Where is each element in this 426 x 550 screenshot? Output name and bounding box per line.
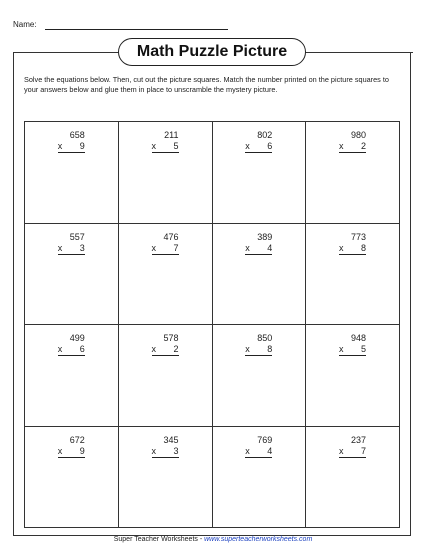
puzzle-cell xyxy=(25,427,119,529)
problem-bottom-number: 7 xyxy=(360,445,366,456)
puzzle-cell xyxy=(213,325,307,427)
footer xyxy=(0,536,426,543)
problem-top-number: 773 xyxy=(350,231,366,242)
multiplication-problem xyxy=(339,130,366,153)
problem-bottom-number: 3 xyxy=(173,445,179,456)
instructions-text: Solve the equations below. Then, cut out the picture squares. Match the number printed on the picture squares to your answers below and glue them in place to unscramble the mystery picture. xyxy=(24,75,389,94)
multiplication-problem xyxy=(152,130,179,153)
problem-top-number: 850 xyxy=(257,333,273,343)
problem-top-number: 476 xyxy=(163,231,179,242)
multiply-sign: x xyxy=(245,242,250,253)
problem-top-number: 578 xyxy=(163,333,179,343)
problem-top-number: 658 xyxy=(69,130,85,140)
problem-multiplier-row xyxy=(152,141,179,153)
name-blank-line[interactable] xyxy=(45,29,228,30)
problem-top-number: 948 xyxy=(350,333,366,343)
page-title: Math Puzzle Picture xyxy=(118,38,306,66)
problem-top-number: 389 xyxy=(257,231,273,242)
problem-top-number: 345 xyxy=(163,434,179,445)
problem-multiplier-row xyxy=(58,141,85,153)
problem-multiplier-row xyxy=(245,141,272,153)
puzzle-cell xyxy=(213,427,307,529)
problem-top-number: 211 xyxy=(164,130,179,140)
problem-bottom-number: 2 xyxy=(360,141,366,151)
multiply-sign: x xyxy=(339,242,344,253)
multiplication-problem xyxy=(58,435,85,458)
problem-top-number: 769 xyxy=(257,434,273,445)
multiply-sign: x xyxy=(339,141,344,151)
problem-multiplier-row xyxy=(339,243,366,255)
multiply-sign: x xyxy=(339,445,344,456)
multiply-sign: x xyxy=(151,445,156,456)
multiplication-problem xyxy=(245,333,272,356)
multiplication-problem xyxy=(58,333,85,356)
puzzle-cell xyxy=(306,427,400,529)
puzzle-cell xyxy=(119,325,213,427)
multiplication-problem xyxy=(245,435,272,458)
multiplication-problem xyxy=(339,333,366,356)
puzzle-cell xyxy=(25,224,119,326)
puzzle-cell xyxy=(213,224,307,326)
puzzle-cell xyxy=(306,122,400,224)
problem-bottom-number: 7 xyxy=(173,242,179,253)
problem-top-number: 499 xyxy=(69,333,85,343)
problem-multiplier-row xyxy=(152,243,179,255)
problem-multiplier-row xyxy=(58,446,85,458)
multiply-sign: x xyxy=(245,445,250,456)
problem-bottom-number: 6 xyxy=(267,141,273,151)
multiplication-problem xyxy=(58,232,85,255)
multiplication-problem xyxy=(339,232,366,255)
multiply-sign: x xyxy=(57,141,63,151)
multiply-sign: x xyxy=(151,344,156,354)
multiplication-problem xyxy=(152,232,179,255)
multiply-sign: x xyxy=(57,242,63,253)
problem-bottom-number: 9 xyxy=(79,445,85,456)
name-label: Name: xyxy=(13,20,37,29)
multiplication-problem xyxy=(339,435,366,458)
multiplication-problem xyxy=(152,333,179,356)
puzzle-cell xyxy=(119,122,213,224)
problem-bottom-number: 8 xyxy=(267,344,273,354)
problem-bottom-number: 4 xyxy=(267,445,273,456)
puzzle-cell xyxy=(213,122,307,224)
problem-bottom-number: 3 xyxy=(79,242,85,253)
problem-bottom-number: 4 xyxy=(267,242,273,253)
problem-multiplier-row xyxy=(245,344,272,356)
problem-bottom-number: 2 xyxy=(173,344,179,354)
puzzle-cell xyxy=(25,325,119,427)
puzzle-cell xyxy=(306,325,400,427)
problem-top-number: 802 xyxy=(257,130,273,140)
problem-bottom-number: 5 xyxy=(360,344,366,354)
puzzle-cell xyxy=(25,122,119,224)
footer-link[interactable]: www.superteacherworksheets.com xyxy=(204,536,313,543)
problem-multiplier-row xyxy=(339,344,366,356)
problem-multiplier-row xyxy=(152,344,179,356)
problem-top-number: 672 xyxy=(69,434,85,445)
multiplication-problem xyxy=(152,435,179,458)
problem-bottom-number: 8 xyxy=(360,242,366,253)
problem-multiplier-row xyxy=(339,141,366,153)
problem-top-number: 980 xyxy=(350,130,366,140)
multiply-sign: x xyxy=(151,141,156,151)
problem-multiplier-row xyxy=(58,344,85,356)
puzzle-cell xyxy=(306,224,400,326)
multiplication-problem xyxy=(245,232,272,255)
multiplication-problem xyxy=(58,130,85,153)
multiply-sign: x xyxy=(57,344,63,354)
multiply-sign: x xyxy=(245,141,250,151)
multiplication-problem xyxy=(245,130,272,153)
problem-bottom-number: 6 xyxy=(79,344,85,354)
problem-top-number: 557 xyxy=(69,231,85,242)
problem-bottom-number: 5 xyxy=(173,141,179,151)
multiply-sign: x xyxy=(245,344,250,354)
problem-grid xyxy=(24,121,400,528)
problem-bottom-number: 9 xyxy=(79,141,85,151)
multiply-sign: x xyxy=(339,344,344,354)
problem-multiplier-row xyxy=(152,446,179,458)
multiply-sign: x xyxy=(151,242,156,253)
problem-top-number: 237 xyxy=(350,434,366,445)
problem-multiplier-row xyxy=(245,446,272,458)
multiply-sign: x xyxy=(57,445,63,456)
problem-multiplier-row xyxy=(245,243,272,255)
puzzle-cell xyxy=(119,427,213,529)
problem-multiplier-row xyxy=(58,243,85,255)
footer-brand: Super Teacher Worksheets - xyxy=(113,536,205,543)
puzzle-cell xyxy=(119,224,213,326)
problem-multiplier-row xyxy=(339,446,366,458)
